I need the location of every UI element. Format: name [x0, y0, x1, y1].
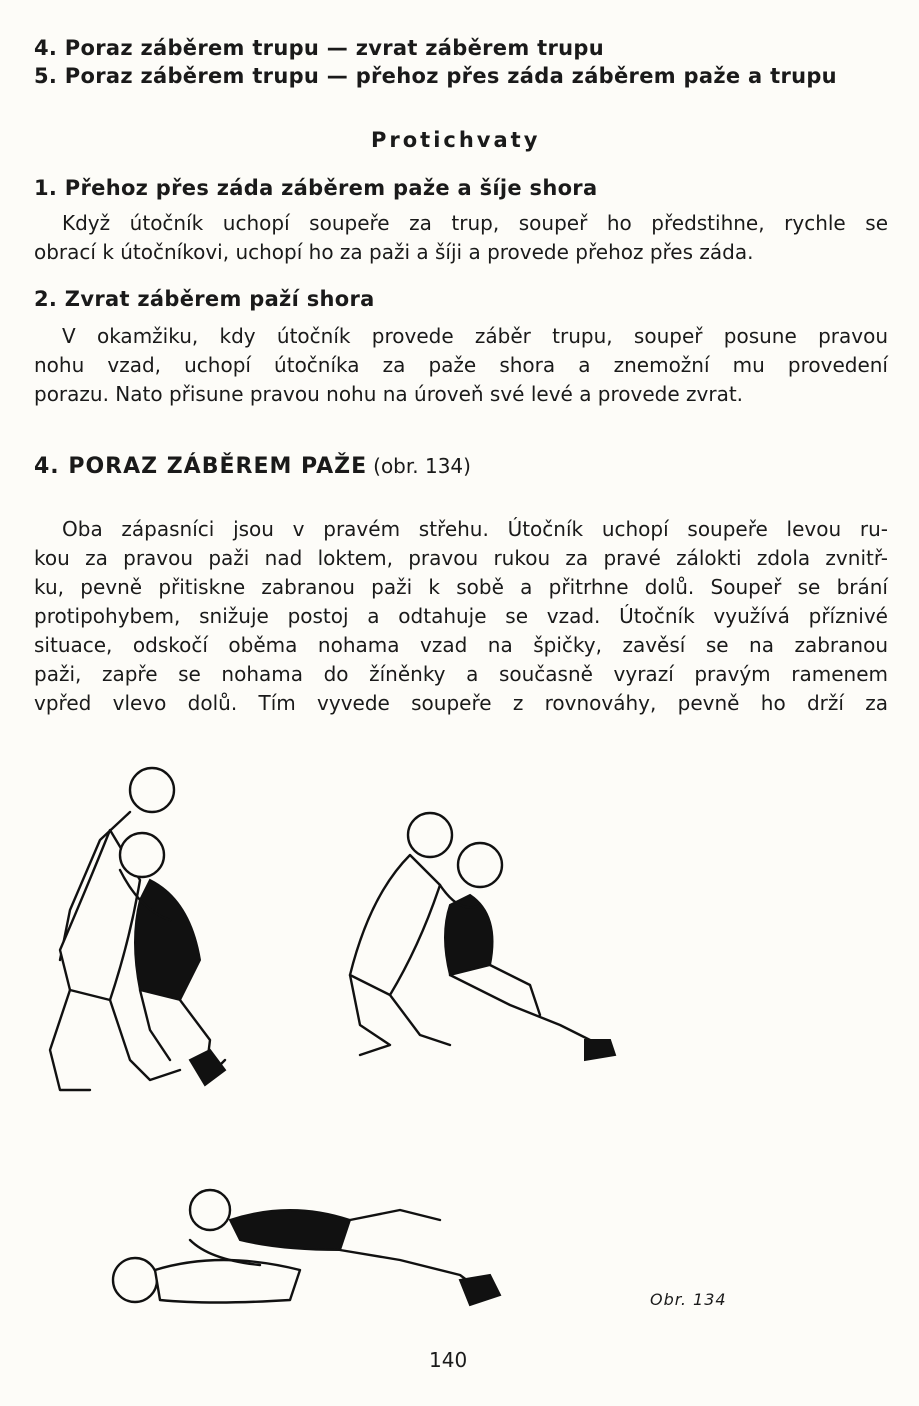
- figure-reference: (obr. 134): [373, 454, 471, 478]
- paragraph-line: protipohybem, snižuje postoj a odtahuje se vzad. Útočník využívá příznivé: [34, 604, 888, 628]
- paragraph-line: ku, pevně přitiskne zabranou paži k sobě a přitrhne dolů. Soupeř se brání: [34, 575, 888, 599]
- paragraph-line: nohu vzad, uchopí útočníka za paže shora a znemožní mu provedení: [34, 353, 888, 377]
- counter-2-title: 2. Zvrat záběrem paží shora: [34, 287, 375, 311]
- page-number: 140: [429, 1348, 468, 1372]
- paragraph-line: Oba zápasníci jsou v pravém střehu. Útočník uchopí soupeře levou ru-: [62, 517, 888, 541]
- paragraph-line: vpřed vlevo dolů. Tím vyvede soupeře z rovnováhy, pevně ho drží za: [34, 691, 888, 715]
- paragraph-line: situace, odskočí oběma nohama vzad na špičky, zavěsí se na zabranou: [34, 633, 888, 657]
- paragraph-line: porazu. Nato přisune pravou nohu na úroveň své levé a provede zvrat.: [34, 382, 744, 406]
- paragraph-line: paži, zapře se nohama do žíněnky a současně vyrazí pravým ramenem: [34, 662, 888, 686]
- subheading: Protichvaty: [371, 128, 541, 152]
- paragraph-line: V okamžiku, kdy útočník provede záběr trupu, soupeř posune pravou: [62, 324, 888, 348]
- section-title: [34, 454, 471, 479]
- wrestling-illustration-standing: [30, 760, 250, 1100]
- list-item-4: 4. Poraz záběrem trupu — zvrat záběrem trupu: [34, 36, 604, 60]
- section-paragraph: [34, 515, 888, 718]
- paragraph-line: kou za pravou paži nad loktem, pravou rukou za pravé zálokti zdola zvnitř-: [34, 546, 888, 570]
- counter-2-paragraph: [34, 322, 888, 409]
- paragraph-line: Když útočník uchopí soupeře za trup, soupeř ho předstihne, rychle se: [62, 211, 888, 235]
- wrestling-illustration-drop: [330, 805, 630, 1075]
- list-item-5: 5. Poraz záběrem trupu — přehoz přes záda záběrem paže a trupu: [34, 64, 837, 88]
- paragraph-line: obrací k útočníkovi, uchopí ho za paži a šíji a provede přehoz přes záda.: [34, 240, 754, 264]
- counter-1-title: 1. Přehoz přes záda záběrem paže a šíje shora: [34, 176, 598, 200]
- section-title-text: 4. PORAZ ZÁBĚREM PAŽE: [34, 454, 368, 479]
- figure-caption: Obr. 134: [650, 1290, 727, 1309]
- wrestling-illustration-ground: [100, 1180, 520, 1320]
- counter-1-paragraph: [34, 209, 888, 267]
